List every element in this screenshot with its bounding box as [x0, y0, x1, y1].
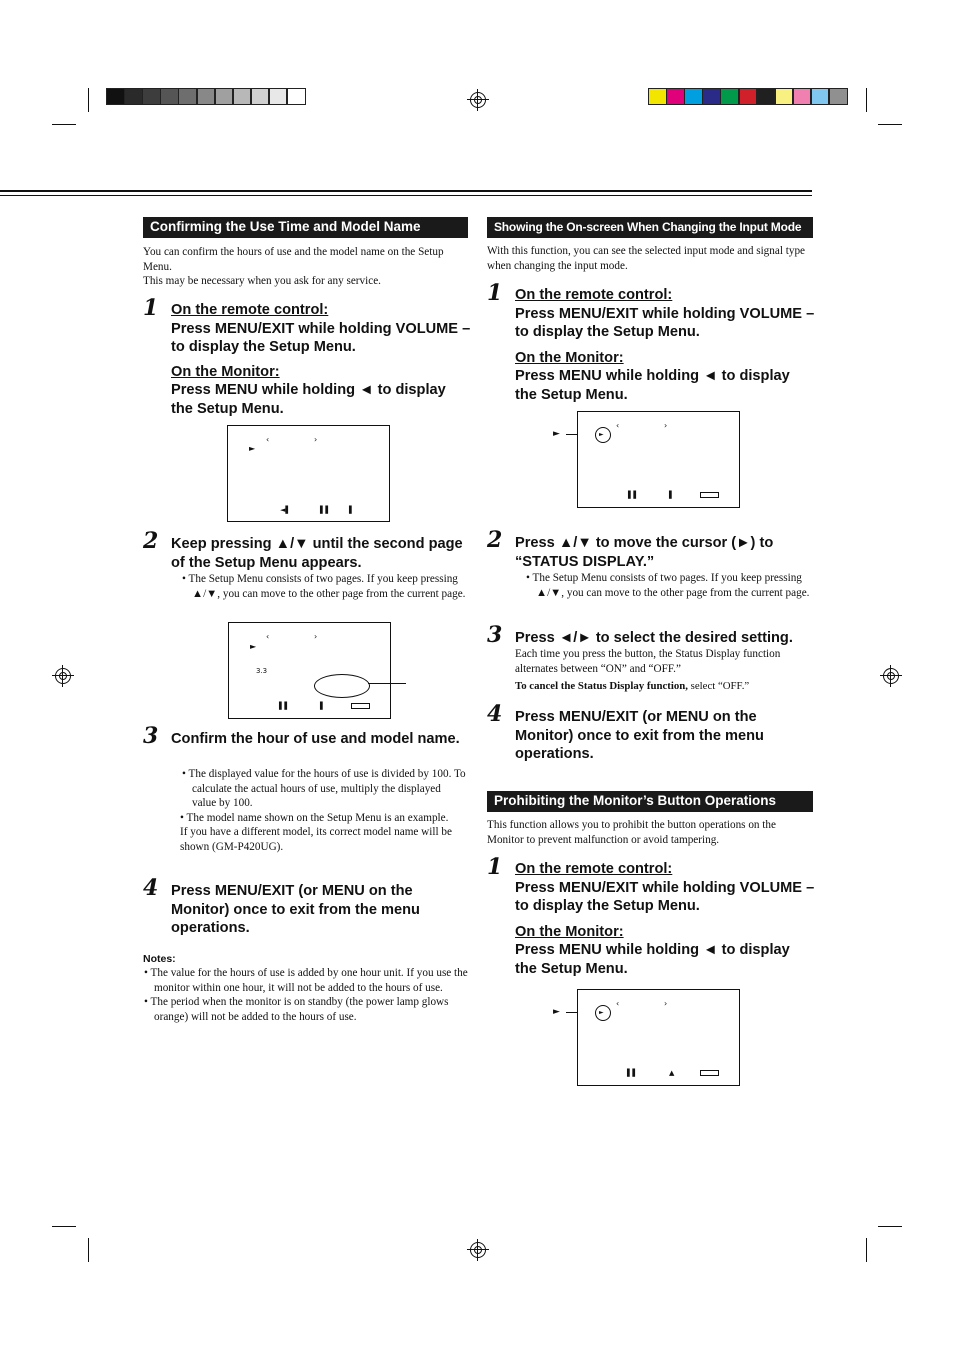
color-swatch [684, 88, 703, 105]
setup-menu-page2-screen [228, 622, 391, 719]
color-swatch [739, 88, 758, 105]
gray-swatch [160, 88, 179, 105]
step-text: On the remote control: Press MENU/EXIT while holding VOLUME – to display the Setup Menu. On the Monitor: Press MENU while holding ◄ to display the Setup Menu. [515, 287, 815, 403]
input-icon: ▌▌ [279, 702, 290, 710]
crosshair-icon [883, 668, 899, 684]
hours-value: 3.3 [256, 667, 268, 675]
color-swatch [666, 88, 685, 105]
step-notes: • The displayed value for the hours of use is divided by 100. To calculate the actual hours of use, multiply the displayed value by 100. • The model name shown on the Setup Menu is an example. If you have a different model, its correct model name will be shown (GM-P420UG). [180, 768, 466, 853]
color-swatch [702, 88, 721, 105]
cursor-icon: ► [250, 642, 257, 651]
crosshair-icon [470, 1242, 486, 1258]
top-rule [0, 190, 812, 192]
color-swatch [757, 88, 776, 105]
step-number: 1 [143, 295, 159, 321]
setup-menu-screen [577, 411, 740, 508]
step-number: 1 [487, 280, 503, 306]
step-number: 2 [487, 527, 503, 553]
value-box [351, 703, 370, 709]
right-chevron-icon: › [664, 999, 668, 1008]
step-number: 2 [143, 528, 159, 554]
cursor-icon: ► [599, 1009, 604, 1016]
value-box [700, 1070, 719, 1076]
callout-line [368, 683, 406, 684]
gray-swatch [178, 88, 197, 105]
step-number: 3 [487, 622, 503, 648]
input-icon: ▌▌ [627, 1069, 638, 1077]
color-swatch [793, 88, 812, 105]
step-number: 3 [143, 723, 159, 749]
intro-text: This function allows you to prohibit the button operations on the Monitor to prevent malfunction or avoid tampering. [487, 819, 776, 846]
step-number: 4 [487, 701, 503, 727]
step-text: On the remote control: Press MENU/EXIT while holding VOLUME – to display the Setup Menu. On the Monitor: Press MENU while holding ◄ to display the Setup Menu. [171, 302, 471, 417]
step-number: 1 [487, 854, 503, 880]
left-chevron-icon: ‹ [616, 999, 620, 1008]
input-icon: ▌▌ [628, 491, 639, 499]
step-note: • The Setup Menu consists of two pages. If you keep pressing ▲/▼, you can move to the other page from the current page. [182, 573, 466, 600]
gray-swatch [251, 88, 270, 105]
left-chevron-icon: ‹ [616, 421, 620, 430]
setup-menu-screen [577, 989, 740, 1086]
section-heading-onscreen: Showing the On-screen When Changing the Input Mode [487, 217, 813, 238]
step-text: Press MENU/EXIT (or MENU on the Monitor) once to exit from the menu operations. [171, 883, 420, 937]
mode-icon: ▌ [669, 491, 675, 499]
gray-swatch [233, 88, 252, 105]
right-chevron-icon: › [664, 421, 668, 430]
mode-icon: ▌▌ [320, 506, 331, 514]
mode-icon: ▌ [320, 702, 326, 710]
model-name-highlight [314, 674, 370, 698]
section-heading-prohibit: Prohibiting the Monitor’s Button Operations [487, 791, 813, 812]
color-swatch [829, 88, 848, 105]
step-note: Each time you press the button, the Status Display function alternates between “ON” and “OFF.” To cancel the Status Display function, select “OFF.” [515, 648, 781, 693]
step-text: Confirm the hour of use and model name. [171, 731, 460, 747]
step-text: Press ▲/▼ to move the cursor (►) to “STATUS DISPLAY.” [515, 535, 774, 570]
crosshair-icon [470, 92, 486, 108]
cursor-icon: ► [249, 444, 256, 453]
color-swatch [775, 88, 794, 105]
color-swatch [811, 88, 830, 105]
step-number: 4 [143, 875, 159, 901]
left-chevron-icon: ‹ [266, 632, 270, 641]
value-box [700, 492, 719, 498]
crosshair-icon [55, 668, 71, 684]
notes-list: • The value for the hours of use is added by one hour unit. If you use the monitor within one hour, it will not be added to the hours of use. • The period when the monitor is on standby (the power lamp glows orange) will not be added to the hours of use. [144, 967, 468, 1023]
right-chevron-icon: › [314, 435, 318, 444]
color-swatch [648, 88, 667, 105]
gray-swatch [142, 88, 161, 105]
gray-swatch [215, 88, 234, 105]
intro-text: You can confirm the hours of use and the model name on the Setup Menu. This may be necessary when you ask for any service. [143, 246, 444, 287]
notes-title: Notes: [143, 953, 176, 965]
pointer-arrow-icon: ► [553, 429, 560, 439]
step-note: • The Setup Menu consists of two pages. If you keep pressing ▲/▼, you can move to the other page from the current page. [526, 572, 810, 599]
cursor-icon: ► [599, 431, 604, 438]
step-text: Press MENU/EXIT (or MENU on the Monitor) once to exit from the menu operations. [515, 709, 764, 763]
color-swatch [720, 88, 739, 105]
intro-text: With this function, you can see the selected input mode and signal type when changing the input mode. [487, 245, 806, 272]
step-text: Keep pressing ▲/▼ until the second page of the Setup Menu appears. [171, 536, 463, 571]
left-chevron-icon: ‹ [266, 435, 270, 444]
right-chevron-icon: › [314, 632, 318, 641]
step-text: Press ◄/► to select the desired setting. [515, 630, 793, 646]
gray-swatch [106, 88, 125, 105]
top-rule-thin [0, 195, 812, 196]
bar-icon: ▌ [349, 506, 355, 514]
setup-menu-screen [227, 425, 390, 522]
input-icon: ◄▌ [280, 506, 291, 514]
lock-icon: ▲ [669, 1069, 675, 1077]
gray-swatch [269, 88, 288, 105]
step-text: On the remote control: Press MENU/EXIT while holding VOLUME – to display the Setup Menu. On the Monitor: Press MENU while holding ◄ to display the Setup Menu. [515, 861, 815, 977]
gray-swatch [287, 88, 306, 105]
pointer-arrow-icon: ► [553, 1007, 560, 1017]
section-heading-use-time: Confirming the Use Time and Model Name [143, 217, 468, 238]
gray-swatch [197, 88, 216, 105]
gray-swatch [124, 88, 143, 105]
